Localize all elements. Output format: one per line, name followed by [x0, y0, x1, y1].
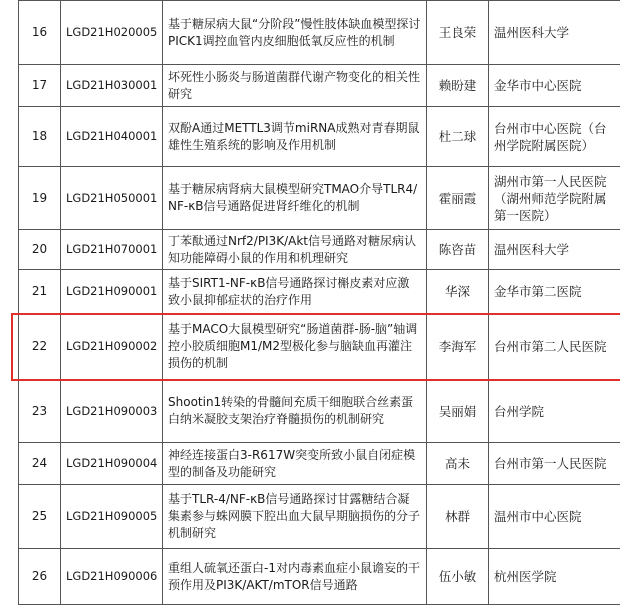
table-row — [19, 107, 620, 167]
row-person: 杜二球 — [427, 107, 489, 167]
row-index: 25 — [19, 485, 61, 549]
row-person: 伍小敏 — [427, 549, 489, 605]
row-person: 赖盼建 — [427, 65, 489, 107]
row-code: LGD21H040001 — [61, 107, 163, 167]
row-title: 基于MACO大鼠模型研究“肠道菌群-肠-脑”轴调控小胶质细胞M1/M2型极化参与脑缺血再灌注损伤的机制 — [163, 314, 427, 380]
row-index: 16 — [19, 1, 61, 65]
table-row — [19, 380, 620, 443]
row-title: 神经连接蛋白3-R617W突变所致小鼠自闭症模型的制备及功能研究 — [163, 443, 427, 485]
row-code: LGD21H090005 — [61, 485, 163, 549]
row-index: 19 — [19, 167, 61, 230]
row-index: 26 — [19, 549, 61, 605]
row-index: 24 — [19, 443, 61, 485]
row-title: 坏死性小肠炎与肠道菌群代谢产物变化的相关性研究 — [163, 65, 427, 107]
row-unit: 温州市中心医院 — [489, 485, 620, 549]
row-index: 17 — [19, 65, 61, 107]
table-row — [19, 230, 620, 270]
row-index: 21 — [19, 270, 61, 314]
row-unit: 杭州医学院 — [489, 549, 620, 605]
row-title: 基于SIRT1-NF-κB信号通路探讨槲皮素对应激致小鼠抑郁症状的治疗作用 — [163, 270, 427, 314]
row-title: Shootin1转染的骨髓间充质干细胞联合丝素蛋白纳米凝胶支架治疗脊髓损伤的机制研究 — [163, 380, 427, 443]
row-code: LGD21H090004 — [61, 443, 163, 485]
row-person: 华深 — [427, 270, 489, 314]
row-unit: 台州市第一人民医院 — [489, 443, 620, 485]
row-unit: 湖州市第一人民医院（湖州师范学院附属第一医院） — [489, 167, 620, 230]
row-person: 林群 — [427, 485, 489, 549]
table-row — [19, 270, 620, 314]
row-title: 基于糖尿病肾病大鼠模型研究TMAO介导TLR4/NF-κB信号通路促进肾纤维化的机制 — [163, 167, 427, 230]
row-code: LGD21H090001 — [61, 270, 163, 314]
row-code: LGD21H090003 — [61, 380, 163, 443]
row-index: 22 — [19, 314, 61, 380]
row-unit: 温州医科大学 — [489, 1, 620, 65]
table-row — [19, 549, 620, 605]
table-row — [19, 443, 620, 485]
table-row — [19, 167, 620, 230]
row-person: 陈咨苗 — [427, 230, 489, 270]
row-title: 重组人硫氧还蛋白-1对内毒素血症小鼠谵妄的干预作用及PI3K/AKT/mTOR信号通路 — [163, 549, 427, 605]
row-code: LGD21H050001 — [61, 167, 163, 230]
row-title: 丁苯酞通过Nrf2/PI3K/Akt信号通路对糖尿病认知功能障碍小鼠的作用和机理研究 — [163, 230, 427, 270]
row-code: LGD21H090002 — [61, 314, 163, 380]
row-person: 吴丽娟 — [427, 380, 489, 443]
row-unit: 台州市中心医院（台州学院附属医院） — [489, 107, 620, 167]
row-unit: 温州医科大学 — [489, 230, 620, 270]
row-index: 20 — [19, 230, 61, 270]
row-title: 基于TLR-4/NF-κB信号通路探讨甘露糖结合凝集素参与蛛网膜下腔出血大鼠早期脑损伤的分子机制研究 — [163, 485, 427, 549]
row-unit: 台州市第二人民医院 — [489, 314, 620, 380]
project-table — [18, 0, 620, 605]
row-person: 高未 — [427, 443, 489, 485]
row-code: LGD21H090006 — [61, 549, 163, 605]
row-code: LGD21H070001 — [61, 230, 163, 270]
row-code: LGD21H030001 — [61, 65, 163, 107]
table-row — [19, 314, 620, 380]
row-unit: 金华市第二医院 — [489, 270, 620, 314]
row-index: 23 — [19, 380, 61, 443]
row-unit: 台州学院 — [489, 380, 620, 443]
table-row — [19, 485, 620, 549]
row-code: LGD21H020005 — [61, 1, 163, 65]
table-row — [19, 65, 620, 107]
row-title: 基于糖尿病大鼠“分阶段”慢性肢体缺血模型探讨PICK1调控血管内皮细胞低氧反应性的机制 — [163, 1, 427, 65]
table-row — [19, 1, 620, 65]
row-title: 双酚A通过METTL3调节miRNA成熟对青春期鼠雄性生殖系统的影响及作用机制 — [163, 107, 427, 167]
row-index: 18 — [19, 107, 61, 167]
row-person: 李海军 — [427, 314, 489, 380]
row-person: 霍丽霞 — [427, 167, 489, 230]
row-unit: 金华市中心医院 — [489, 65, 620, 107]
row-person: 王良荣 — [427, 1, 489, 65]
